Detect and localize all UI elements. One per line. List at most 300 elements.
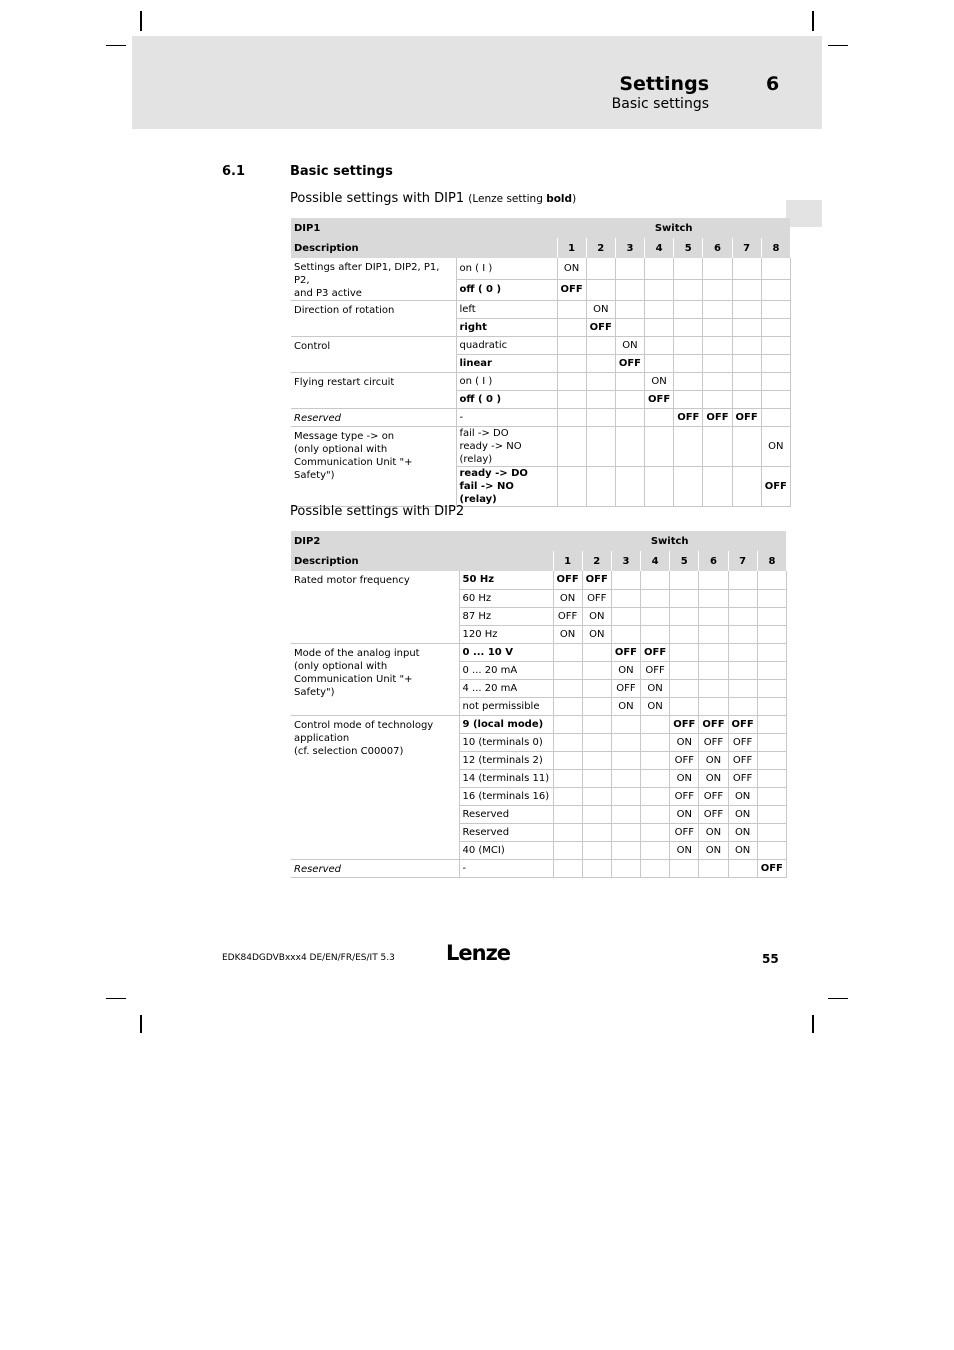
switch-value (761, 319, 790, 337)
switch-number: 2 (582, 551, 611, 571)
setting-option: 4 ... 20 mA (459, 679, 553, 697)
switch-value (761, 337, 790, 355)
switch-value (670, 571, 699, 589)
switch-value (582, 805, 611, 823)
crop-mark (106, 45, 126, 46)
switch-value (615, 279, 644, 300)
switch-value (699, 625, 728, 643)
setting-option: left (456, 301, 557, 319)
switch-value: OFF (553, 607, 582, 625)
setting-description: Rated motor frequency (291, 571, 459, 643)
switch-value (732, 301, 761, 319)
switch-value: OFF (670, 787, 699, 805)
switch-value (761, 373, 790, 391)
table-header-row (291, 218, 790, 238)
switch-number: 2 (586, 238, 615, 258)
header-band (132, 36, 822, 129)
setting-description: Settings after DIP1, DIP2, P1, P2, and P3 active (291, 258, 456, 301)
setting-option: quadratic (456, 337, 557, 355)
setting-option: 40 (MCI) (459, 841, 553, 859)
switch-value (699, 679, 728, 697)
crop-mark (828, 45, 848, 46)
dip1-heading (290, 191, 576, 206)
switch-value (699, 661, 728, 679)
switch-value (582, 733, 611, 751)
switch-value (699, 697, 728, 715)
switch-value (615, 467, 644, 507)
switch-value (699, 589, 728, 607)
switch-value (645, 279, 674, 300)
setting-option: 9 (local mode) (459, 715, 553, 733)
switch-number: 1 (553, 551, 582, 571)
switch-value: ON (586, 301, 615, 319)
setting-description: Mode of the analog input (only optional with Communication Unit "+ Safety") (291, 643, 459, 715)
switch-number: 8 (757, 551, 786, 571)
switch-value (728, 679, 757, 697)
setting-option: on ( I ) (456, 373, 557, 391)
switch-value (757, 697, 786, 715)
setting-description: Message type -> on (only optional with Communication Unit "+ Safety") (291, 427, 456, 507)
switch-value (582, 769, 611, 787)
switch-value (703, 427, 732, 467)
setting-description: Control (291, 337, 456, 373)
switch-value (641, 805, 670, 823)
switch-value: OFF (586, 319, 615, 337)
switch-value: ON (553, 625, 582, 643)
switch-value (553, 841, 582, 859)
switch-value (674, 427, 703, 467)
switch-value (670, 859, 699, 877)
switch-value: OFF (699, 805, 728, 823)
switch-value (757, 661, 786, 679)
setting-option: 10 (terminals 0) (459, 733, 553, 751)
switch-value (553, 715, 582, 733)
dip1-heading-text: Possible settings with DIP1 (290, 191, 465, 206)
switch-number: 7 (728, 551, 757, 571)
switch-value (641, 607, 670, 625)
switch-value (732, 355, 761, 373)
setting-option: 120 Hz (459, 625, 553, 643)
switch-value (582, 841, 611, 859)
switch-value: ON (699, 841, 728, 859)
switch-value: ON (582, 607, 611, 625)
switch-value: ON (641, 679, 670, 697)
switch-label: Switch (553, 531, 786, 551)
switch-value (582, 751, 611, 769)
switch-value (645, 301, 674, 319)
switch-number: 1 (557, 238, 586, 258)
description-label: Description (291, 238, 557, 258)
switch-value (553, 697, 582, 715)
switch-number: 3 (611, 551, 640, 571)
table-header-row (291, 551, 786, 571)
switch-value (757, 571, 786, 589)
switch-value (611, 769, 640, 787)
table-label: DIP2 (291, 531, 553, 551)
chapter-number: 6 (766, 73, 780, 95)
switch-value (586, 467, 615, 507)
crop-mark (812, 1015, 814, 1033)
switch-value: OFF (557, 279, 586, 300)
switch-value: ON (699, 751, 728, 769)
switch-value: OFF (699, 715, 728, 733)
switch-value (586, 373, 615, 391)
switch-value (703, 355, 732, 373)
switch-value: ON (699, 769, 728, 787)
switch-value (757, 643, 786, 661)
switch-value (557, 391, 586, 409)
switch-value (586, 409, 615, 427)
switch-value (641, 733, 670, 751)
switch-value (641, 859, 670, 877)
switch-value (674, 467, 703, 507)
chapter-subtitle: Basic settings (611, 96, 709, 112)
switch-number: 7 (732, 238, 761, 258)
switch-value (732, 279, 761, 300)
switch-value: ON (761, 427, 790, 467)
switch-value: OFF (582, 571, 611, 589)
switch-value (757, 607, 786, 625)
switch-value (757, 841, 786, 859)
switch-value: OFF (553, 571, 582, 589)
table-label: DIP1 (291, 218, 557, 238)
switch-value (761, 279, 790, 300)
setting-description: Reserved (291, 859, 459, 877)
switch-number: 4 (645, 238, 674, 258)
setting-option: 12 (terminals 2) (459, 751, 553, 769)
setting-option: - (456, 409, 557, 427)
switch-value: OFF (728, 769, 757, 787)
switch-value: ON (699, 823, 728, 841)
table-row (291, 427, 790, 467)
switch-number: 6 (703, 238, 732, 258)
chapter-title: Settings (619, 73, 709, 95)
switch-value (557, 373, 586, 391)
side-tab (786, 200, 822, 227)
crop-mark (140, 1015, 142, 1033)
table-row (291, 715, 786, 733)
switch-value: OFF (641, 661, 670, 679)
switch-value: OFF (645, 391, 674, 409)
setting-option: linear (456, 355, 557, 373)
switch-value (615, 427, 644, 467)
lenze-logo: Lenze (446, 941, 511, 965)
switch-label: Switch (557, 218, 790, 238)
crop-mark (106, 998, 126, 999)
switch-value (557, 427, 586, 467)
switch-value (732, 467, 761, 507)
switch-value (699, 571, 728, 589)
switch-value (757, 787, 786, 805)
switch-value (553, 823, 582, 841)
switch-value (553, 769, 582, 787)
switch-value (732, 373, 761, 391)
switch-value (611, 625, 640, 643)
switch-value (582, 679, 611, 697)
switch-value (553, 679, 582, 697)
switch-value (645, 409, 674, 427)
switch-value: OFF (732, 409, 761, 427)
switch-value (703, 467, 732, 507)
setting-description: Control mode of technology application (cf. selection C00007) (291, 715, 459, 859)
table-row (291, 301, 790, 319)
switch-value (557, 467, 586, 507)
table-row (291, 643, 786, 661)
switch-value (553, 787, 582, 805)
setting-option: 16 (terminals 16) (459, 787, 553, 805)
setting-option: off ( 0 ) (456, 279, 557, 300)
switch-value (641, 823, 670, 841)
switch-value (732, 391, 761, 409)
switch-value (615, 301, 644, 319)
switch-value: ON (670, 841, 699, 859)
switch-value (615, 391, 644, 409)
switch-value (611, 787, 640, 805)
switch-value: OFF (582, 589, 611, 607)
switch-value (670, 607, 699, 625)
setting-option: Reserved (459, 823, 553, 841)
switch-number: 5 (674, 238, 703, 258)
setting-option: 60 Hz (459, 589, 553, 607)
switch-value: OFF (611, 643, 640, 661)
switch-value (703, 279, 732, 300)
switch-value (582, 643, 611, 661)
switch-value (757, 589, 786, 607)
crop-mark (140, 11, 142, 31)
switch-value (645, 467, 674, 507)
switch-value (699, 859, 728, 877)
switch-value (553, 643, 582, 661)
table-row (291, 258, 790, 279)
switch-value (761, 409, 790, 427)
dip2-heading: Possible settings with DIP2 (290, 504, 465, 519)
switch-value (611, 751, 640, 769)
switch-value (670, 697, 699, 715)
switch-value (582, 787, 611, 805)
switch-value: OFF (728, 733, 757, 751)
setting-option: Reserved (459, 805, 553, 823)
switch-value (641, 715, 670, 733)
table-header-row (291, 238, 790, 258)
switch-value (728, 859, 757, 877)
crop-mark (812, 11, 814, 31)
setting-option: 87 Hz (459, 607, 553, 625)
switch-value (586, 258, 615, 279)
switch-value: OFF (757, 859, 786, 877)
switch-value (670, 661, 699, 679)
switch-value (586, 279, 615, 300)
switch-value (557, 355, 586, 373)
switch-value: ON (670, 733, 699, 751)
setting-option: 0 ... 10 V (459, 643, 553, 661)
switch-value (553, 751, 582, 769)
setting-option: ready -> DO fail -> NO (relay) (456, 467, 557, 507)
table-row (291, 409, 790, 427)
switch-value (557, 409, 586, 427)
switch-value (674, 391, 703, 409)
switch-number: 5 (670, 551, 699, 571)
switch-value (674, 279, 703, 300)
switch-value: OFF (611, 679, 640, 697)
switch-value (732, 258, 761, 279)
setting-description: Reserved (291, 409, 456, 427)
switch-value: OFF (615, 355, 644, 373)
switch-value (611, 715, 640, 733)
switch-value: ON (728, 787, 757, 805)
switch-value (757, 625, 786, 643)
switch-value (615, 409, 644, 427)
switch-value: OFF (674, 409, 703, 427)
switch-value (670, 589, 699, 607)
dip1-heading-note: (Lenze setting bold) (468, 193, 577, 205)
switch-value (641, 769, 670, 787)
table-row (291, 337, 790, 355)
switch-value (553, 733, 582, 751)
switch-value (553, 805, 582, 823)
switch-value (586, 391, 615, 409)
switch-value (728, 607, 757, 625)
setting-option: 50 Hz (459, 571, 553, 589)
switch-value: OFF (699, 787, 728, 805)
switch-number: 6 (699, 551, 728, 571)
switch-value (611, 733, 640, 751)
switch-value: OFF (641, 643, 670, 661)
switch-value (615, 319, 644, 337)
switch-value (615, 373, 644, 391)
switch-value (674, 258, 703, 279)
switch-value (557, 337, 586, 355)
switch-value: ON (728, 841, 757, 859)
switch-value (645, 319, 674, 337)
table-row (291, 859, 786, 877)
switch-value (611, 805, 640, 823)
description-label: Description (291, 551, 553, 571)
switch-value (703, 337, 732, 355)
switch-value (553, 661, 582, 679)
setting-option: fail -> DO ready -> NO (relay) (456, 427, 557, 467)
setting-option: off ( 0 ) (456, 391, 557, 409)
switch-value (611, 823, 640, 841)
switch-value (703, 373, 732, 391)
switch-value (757, 823, 786, 841)
switch-value (757, 679, 786, 697)
switch-value (586, 337, 615, 355)
crop-mark (828, 998, 848, 999)
switch-value (728, 643, 757, 661)
setting-description: Direction of rotation (291, 301, 456, 337)
switch-value (611, 859, 640, 877)
dip1-table (291, 218, 791, 507)
switch-value (757, 805, 786, 823)
switch-value (761, 391, 790, 409)
switch-value (761, 301, 790, 319)
switch-value (582, 715, 611, 733)
setting-option: not permissible (459, 697, 553, 715)
switch-value (586, 427, 615, 467)
table-row (291, 373, 790, 391)
switch-value (641, 841, 670, 859)
switch-value (641, 571, 670, 589)
switch-value: OFF (670, 715, 699, 733)
switch-value (641, 589, 670, 607)
switch-value (761, 355, 790, 373)
switch-value (728, 571, 757, 589)
table-row (291, 571, 786, 589)
switch-value (670, 679, 699, 697)
switch-value: OFF (761, 467, 790, 507)
switch-value (761, 258, 790, 279)
switch-value (611, 607, 640, 625)
switch-value (674, 301, 703, 319)
switch-value: ON (615, 337, 644, 355)
switch-value (703, 391, 732, 409)
switch-value: OFF (728, 715, 757, 733)
switch-value (670, 643, 699, 661)
dip2-table (291, 531, 787, 878)
switch-value: ON (611, 661, 640, 679)
switch-value (641, 751, 670, 769)
switch-value (703, 258, 732, 279)
switch-value (641, 625, 670, 643)
switch-value (582, 823, 611, 841)
switch-value (728, 625, 757, 643)
switch-value (586, 355, 615, 373)
switch-value (674, 373, 703, 391)
switch-value (674, 337, 703, 355)
footer-doc-id: EDK84DGDVBxxx4 DE/EN/FR/ES/IT 5.3 (222, 953, 395, 963)
switch-value: ON (670, 805, 699, 823)
switch-value: ON (641, 697, 670, 715)
switch-value (641, 787, 670, 805)
switch-value (553, 859, 582, 877)
switch-value: OFF (670, 823, 699, 841)
switch-number: 8 (761, 238, 790, 258)
switch-value: ON (670, 769, 699, 787)
switch-value (732, 337, 761, 355)
switch-value: OFF (703, 409, 732, 427)
switch-value (582, 859, 611, 877)
setting-option: 0 ... 20 mA (459, 661, 553, 679)
switch-value: ON (582, 625, 611, 643)
switch-value (757, 715, 786, 733)
switch-value (674, 355, 703, 373)
switch-value (670, 625, 699, 643)
switch-value (645, 427, 674, 467)
switch-number: 3 (615, 238, 644, 258)
switch-value (611, 571, 640, 589)
switch-value: ON (645, 373, 674, 391)
switch-value: OFF (670, 751, 699, 769)
switch-value (674, 319, 703, 337)
switch-value (703, 319, 732, 337)
switch-value (699, 643, 728, 661)
switch-value (582, 661, 611, 679)
switch-value (728, 697, 757, 715)
switch-value (757, 733, 786, 751)
switch-value: ON (557, 258, 586, 279)
switch-value (728, 661, 757, 679)
setting-option: 14 (terminals 11) (459, 769, 553, 787)
switch-value: ON (611, 697, 640, 715)
switch-value (757, 769, 786, 787)
switch-value (645, 258, 674, 279)
switch-value (645, 355, 674, 373)
switch-value: ON (553, 589, 582, 607)
section-number: 6.1 (222, 164, 246, 179)
switch-value (615, 258, 644, 279)
switch-value (557, 319, 586, 337)
switch-value (757, 751, 786, 769)
